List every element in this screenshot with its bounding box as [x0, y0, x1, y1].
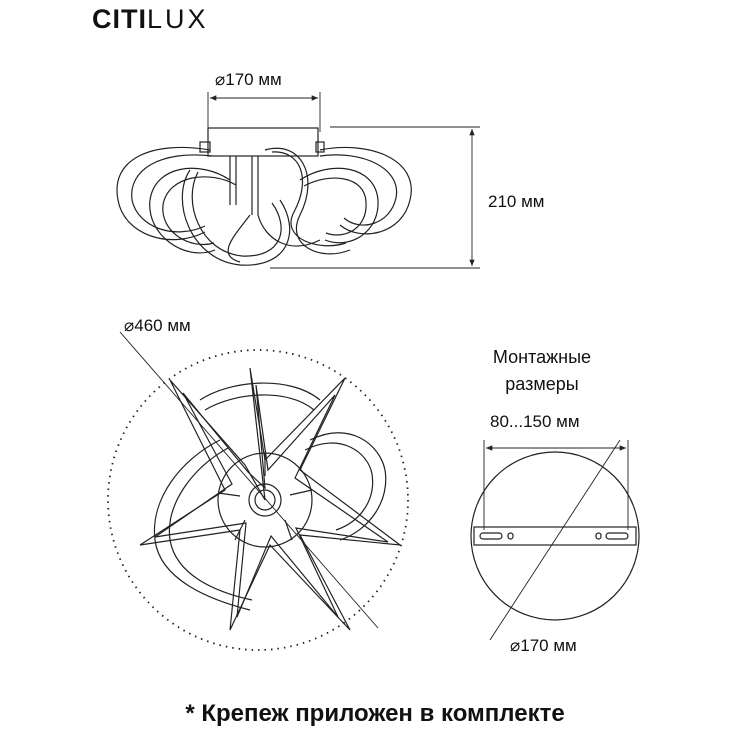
side-loop-7	[228, 215, 250, 262]
top-diameter-label: ⌀460 мм	[124, 316, 191, 335]
side-canopy	[208, 128, 318, 156]
side-canopy-clip-right	[316, 142, 324, 152]
mount-hole-left	[508, 533, 513, 539]
top-sweep-3	[200, 383, 320, 400]
mounting-plate-diameter-label: ⌀170 мм	[510, 636, 577, 655]
side-width-label: ⌀170 мм	[215, 70, 282, 89]
top-star-outer	[140, 368, 400, 630]
side-view-drawing	[117, 92, 480, 268]
mounting-title-line1: Монтажные	[492, 347, 592, 367]
side-loop-5-inner	[320, 155, 397, 225]
side-loop-2	[150, 168, 230, 253]
side-loop-1	[117, 147, 210, 239]
mount-slot-right	[606, 533, 628, 539]
top-stem-5	[285, 520, 292, 540]
side-height-label: 210 мм	[488, 192, 545, 211]
top-diameter-leader	[120, 332, 378, 628]
mount-plate-circle	[471, 452, 639, 620]
mounting-title	[452, 344, 632, 398]
mount-bar	[474, 527, 636, 545]
mounting-title-line2: размеры	[505, 374, 579, 394]
top-view-drawing	[108, 332, 408, 650]
top-stem-2	[218, 493, 240, 496]
side-loop-6-inner	[304, 178, 366, 235]
mounting-plate-drawing	[471, 440, 639, 640]
side-loop-4-inner	[272, 152, 346, 246]
side-loop-4	[265, 148, 350, 254]
side-loop-5	[320, 147, 411, 233]
brand-logo-part1: CITI	[92, 4, 147, 34]
brand-logo-part2: LUX	[147, 4, 209, 34]
mount-hole-right	[596, 533, 601, 539]
footnote: * Крепеж приложен в комплекте	[185, 700, 565, 727]
side-loop-1-inner	[132, 155, 212, 232]
top-stem-3	[290, 490, 312, 495]
mount-slot-left	[480, 533, 502, 539]
mounting-range-label: 80...150 мм	[490, 412, 580, 431]
side-loop-3-inner	[192, 172, 281, 256]
mount-diameter-leader	[490, 440, 620, 640]
